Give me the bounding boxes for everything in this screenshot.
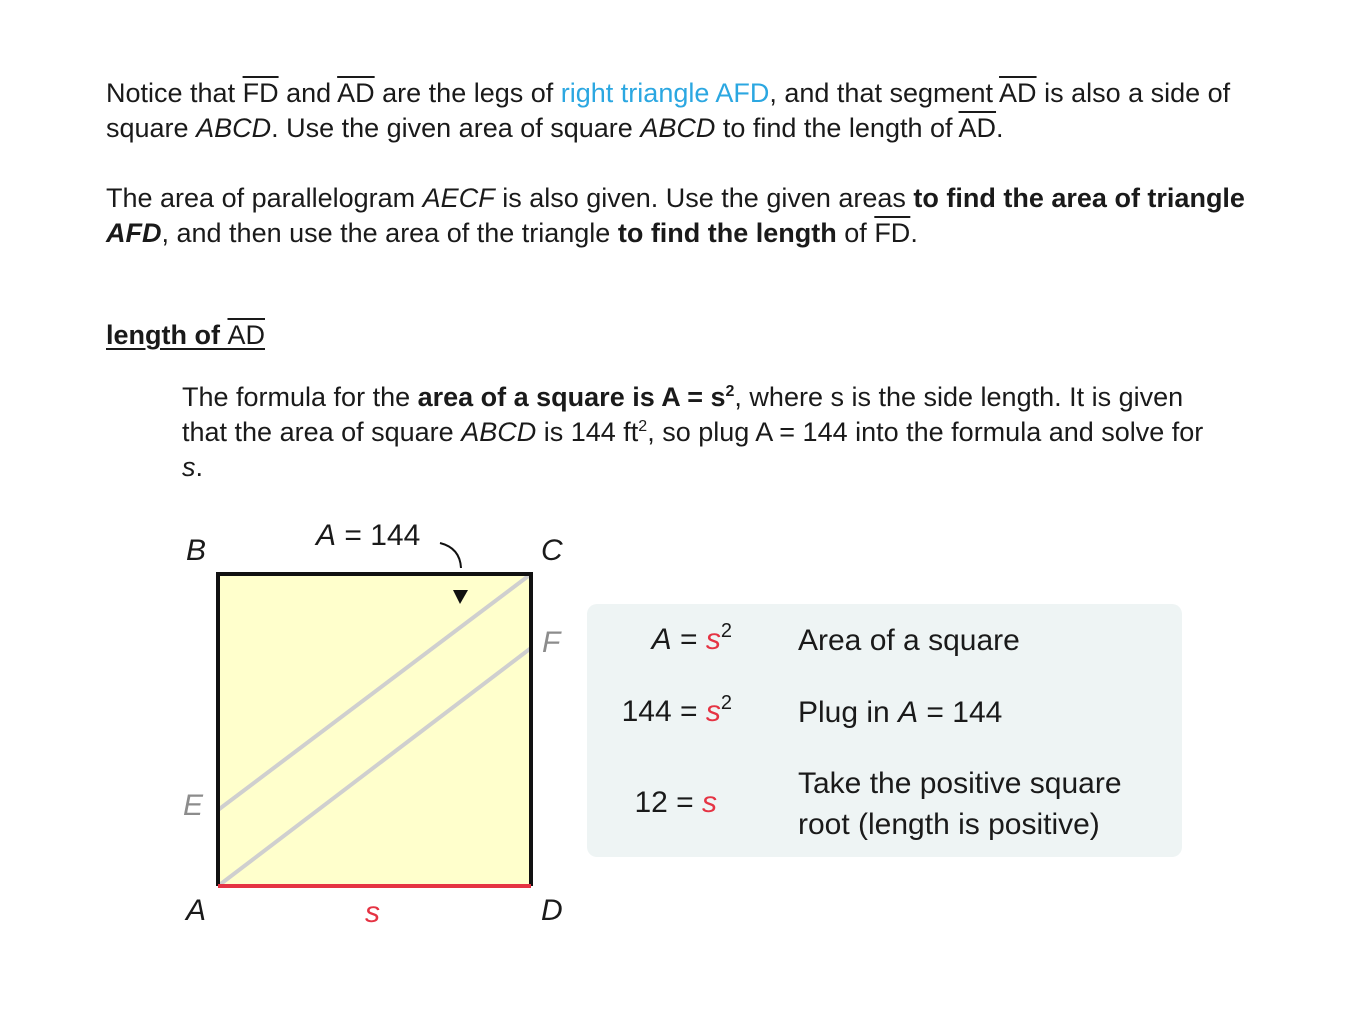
area-arrow: [440, 543, 461, 568]
segment-fd: $\overline{FD}$: [242, 78, 279, 108]
vertex-label-c: C: [541, 534, 563, 567]
step-2-description: Plug in A = 144: [798, 696, 1003, 729]
step-3-equation: 12 = s: [634, 786, 717, 819]
step-1-description: Area of a square: [798, 624, 1020, 657]
section-heading: length of AD: [106, 320, 265, 350]
vertex-label-d: D: [541, 894, 563, 927]
step-1-equation: $A = s^2$: [651, 620, 732, 656]
intro-paragraph-1: Notice that $\overline{FD}$ and $\overline{AD}$ are the legs of right triangle AFD, and that segment $\overline{AD}$ is also a side of square ABCD. Use the given area of square ABCD to find the length of $\overline{AD}$.: [106, 78, 1231, 143]
solution-steps-box: [587, 604, 1182, 857]
step-2-equation: $144 = s^2$: [621, 692, 732, 728]
point-label-e: E: [183, 789, 204, 822]
area-label: A = 144: [316, 519, 421, 552]
right-triangle-link[interactable]: right triangle AFD: [560, 78, 770, 108]
point-label-f: F: [542, 626, 561, 659]
square-abcd: [218, 574, 531, 886]
step-3-description: Take the positive square root (length is positive): [798, 767, 1122, 841]
square-diagram: [160, 510, 580, 950]
segment-ad: $\overline{AD}$: [337, 78, 375, 108]
vertex-label-a: A: [186, 894, 207, 927]
intro-paragraph-2: The area of parallelogram AECF is also given. Use the given areas to find the area of triangle AFD, and then use the area of the triangle to find the length of $\overline{FD}$.: [106, 183, 1245, 248]
side-label-s: s: [365, 896, 380, 929]
vertex-label-b: B: [186, 534, 207, 567]
formula-paragraph: The formula for the area of a square is $A = s^2$, where s is the side length. It is given that the area of square ABCD is 144 $ft^2$, so plug A = 144 into the formula and solve for s.: [182, 382, 1204, 482]
